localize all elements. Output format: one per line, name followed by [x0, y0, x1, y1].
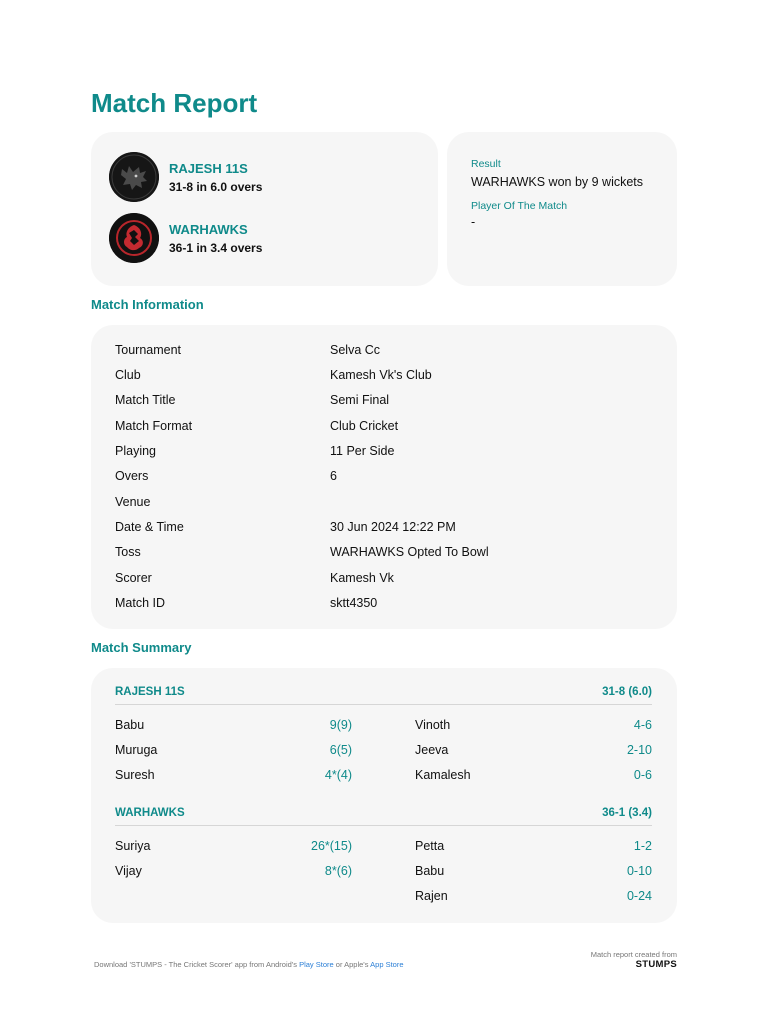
- batter-name: Muruga: [115, 743, 158, 757]
- stumps-brand: STUMPS: [635, 959, 677, 970]
- info-value: 6: [330, 469, 337, 483]
- batter-name: Suresh: [115, 768, 155, 782]
- info-row-venue: [115, 495, 655, 515]
- info-value: 30 Jun 2024 12:22 PM: [330, 520, 456, 534]
- batter-row: [115, 768, 352, 786]
- footer-text: Download 'STUMPS - The Cricket Scorer' app from Android's: [94, 960, 300, 969]
- bowler-row: [415, 839, 652, 857]
- play-store-link[interactable]: Play Store: [299, 960, 334, 969]
- bowler-figures: 0-10: [626, 864, 652, 878]
- info-row-toss: [115, 545, 655, 565]
- info-value: Kamesh Vk's Club: [330, 368, 432, 382]
- info-value: sktt4350: [330, 596, 378, 610]
- result-label: Result: [471, 158, 501, 170]
- info-key: Match Title: [115, 393, 176, 407]
- info-key: Playing: [115, 444, 156, 458]
- batter-row: [115, 718, 352, 736]
- info-value: Semi Final: [330, 393, 390, 407]
- info-key: Date & Time: [115, 520, 184, 534]
- innings-score: 31-8 (6.0): [602, 686, 652, 698]
- info-row-overs: [115, 469, 655, 489]
- team-rajesh-11s: [109, 152, 262, 202]
- info-row-match-format: [115, 419, 655, 439]
- innings-header-rajesh-11s: [115, 682, 652, 705]
- bowler-name: Babu: [415, 864, 445, 878]
- match-summary-heading: Match Summary: [91, 640, 192, 655]
- batter-name: Suriya: [115, 839, 151, 853]
- info-row-scorer: [115, 571, 655, 591]
- info-value: 11 Per Side: [330, 444, 395, 458]
- footer-credit: [591, 950, 677, 970]
- info-key: Match Format: [115, 419, 193, 433]
- created-from-text: Match report created from: [590, 950, 677, 959]
- bowler-row: [415, 889, 652, 907]
- innings-header-warhawks: [115, 803, 652, 826]
- info-value: Kamesh Vk: [330, 571, 394, 585]
- wolf-head-icon: [109, 152, 159, 202]
- innings-score: 36-1 (3.4): [602, 807, 652, 819]
- info-row-playing: [115, 444, 655, 464]
- batter-name: Babu: [115, 718, 145, 732]
- team-warhawks: [109, 213, 262, 263]
- info-row-match-id: [115, 596, 655, 616]
- match-information-card: [91, 325, 677, 629]
- info-row-match-title: [115, 393, 655, 413]
- bowler-figures: 1-2: [633, 839, 652, 853]
- bowler-figures: 4-6: [633, 718, 652, 732]
- info-key: Scorer: [115, 571, 152, 585]
- app-store-link[interactable]: App Store: [370, 960, 404, 969]
- batter-runs: 26*(15): [311, 839, 352, 853]
- team-score: 36-1 in 3.4 overs: [169, 240, 263, 255]
- info-row-tournament: [115, 343, 655, 363]
- bowler-row: [415, 768, 652, 786]
- info-key: Venue: [115, 495, 151, 509]
- batter-runs: 4*(4): [324, 768, 352, 782]
- teams-card: [91, 132, 438, 286]
- batter-row: [115, 839, 352, 857]
- result-card: [447, 132, 677, 286]
- batter-runs: 9(9): [329, 718, 352, 732]
- team-name: RAJESH 11S: [169, 160, 248, 176]
- bowler-row: [415, 864, 652, 882]
- batter-runs: 6(5): [329, 743, 352, 757]
- bowler-name: Jeeva: [415, 743, 449, 757]
- bowler-figures: 0-6: [633, 768, 652, 782]
- info-key: Club: [115, 368, 141, 382]
- bowler-row: [415, 743, 652, 761]
- info-value: Club Cricket: [330, 419, 399, 433]
- batter-row: [115, 743, 352, 761]
- player-of-match-label: Player Of The Match: [471, 200, 568, 212]
- footer-text: or Apple's: [333, 960, 371, 969]
- info-key: Overs: [115, 469, 149, 483]
- info-row-date-time: [115, 520, 655, 540]
- bowler-name: Kamalesh: [415, 768, 471, 782]
- innings-team: RAJESH 11S: [115, 686, 185, 698]
- bowler-name: Rajen: [415, 889, 448, 903]
- info-row-club: [115, 368, 655, 388]
- match-information-heading: Match Information: [91, 297, 204, 312]
- bowler-name: Petta: [415, 839, 445, 853]
- info-value: WARHAWKS Opted To Bowl: [330, 545, 489, 559]
- innings-team: WARHAWKS: [115, 807, 185, 819]
- footer-download-note: [94, 960, 404, 969]
- match-summary-card: [91, 668, 677, 923]
- info-key: Toss: [115, 545, 141, 559]
- bowler-figures: 2-10: [626, 743, 652, 757]
- team-score: 31-8 in 6.0 overs: [169, 179, 263, 194]
- info-key: Tournament: [115, 343, 182, 357]
- batter-name: Vijay: [115, 864, 142, 878]
- page-title: Match Report: [91, 88, 258, 118]
- player-of-match-value: -: [471, 215, 476, 229]
- info-value: Selva Cc: [330, 343, 381, 357]
- bowler-row: [415, 718, 652, 736]
- batter-runs: 8*(6): [324, 864, 352, 878]
- bowler-figures: 0-24: [626, 889, 652, 903]
- dragon-emblem-icon: [109, 213, 159, 263]
- batter-row: [115, 864, 352, 882]
- bowler-name: Vinoth: [415, 718, 451, 732]
- info-key: Match ID: [115, 596, 166, 610]
- team-name: WARHAWKS: [169, 221, 248, 237]
- result-value: WARHAWKS won by 9 wickets: [471, 175, 644, 189]
